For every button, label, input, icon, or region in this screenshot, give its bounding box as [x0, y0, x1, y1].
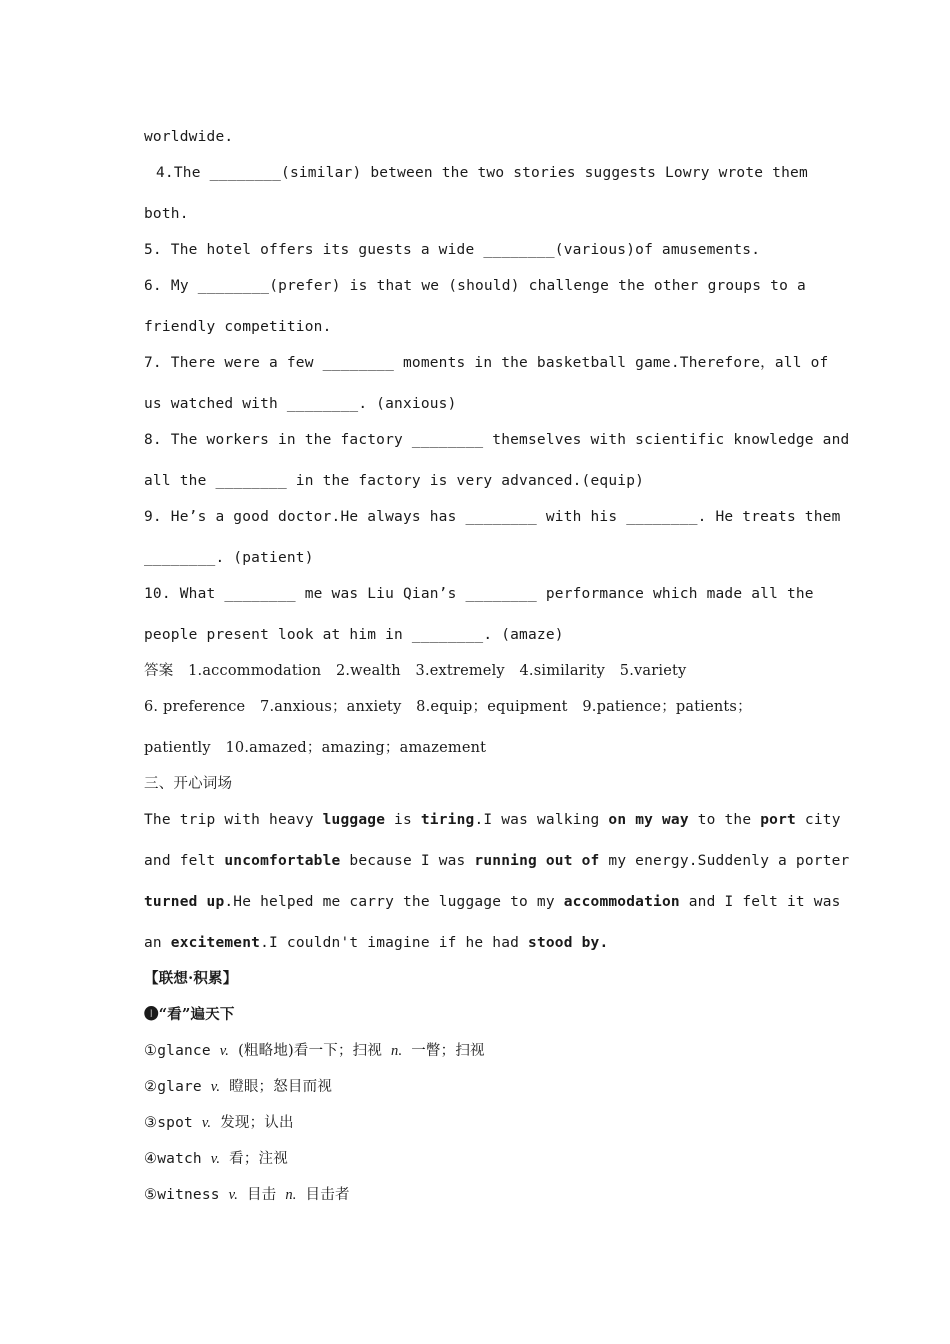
exercise-6: 6. My ________(prefer) is that we (should) challenge the other groups to a — [144, 278, 806, 294]
vocab-subheading: ❶“看”遍天下 — [144, 1006, 235, 1023]
story-line: an excitement.I couldn't imagine if he had stood by. — [144, 935, 609, 951]
answer-line: 答案 1.accommodation 2.wealth 3.extremely 4.similarity 5.variety — [144, 663, 687, 679]
text-line: worldwide. — [144, 129, 234, 145]
text-line: all the ________ in the factory is very advanced.(equip) — [144, 473, 645, 489]
text-line: people present look at him in ________. (amaze) — [144, 627, 564, 643]
section-heading: 三、开心词场 — [144, 776, 233, 792]
keyword: turned up — [144, 894, 225, 910]
text-line: us watched with ________. (anxious) — [144, 396, 457, 412]
keyword: uncomfortable — [224, 853, 341, 869]
exercise-8: 8. The workers in the factory ________ themselves with scientific knowledge and — [144, 432, 850, 448]
answer-line: 6. preference 7.anxious；anxiety 8.equip；equipment 9.patience；patients； — [144, 699, 752, 715]
vocab-item: ②glare v. 瞪眼；怒目而视 — [144, 1079, 333, 1095]
answer-line: patiently 10.amazed；amazing；amazement — [144, 740, 487, 756]
keyword: stood by. — [528, 935, 609, 951]
keyword: luggage — [322, 812, 386, 828]
text-line: ________. (patient) — [144, 550, 314, 566]
story-line: turned up.He helped me carry the luggage to my accommodation and I felt it was — [144, 894, 841, 910]
exercise-9: 9. He’s a good doctor.He always has ________ with his ________. He treats them — [144, 509, 841, 525]
story-line: and felt uncomfortable because I was running out of my energy.Suddenly a porter — [144, 853, 850, 869]
vocab-heading: 【联想·积累】 — [144, 970, 238, 987]
exercise-4: 4.The ________(similar) between the two stories suggests Lowry wrote them — [156, 165, 808, 181]
keyword: on my way — [608, 812, 689, 828]
text-line: friendly competition. — [144, 319, 332, 335]
story-line: The trip with heavy luggage is tiring.I was walking on my way to the port city — [144, 812, 841, 828]
exercise-5: 5. The hotel offers its guests a wide ________(various)of amusements. — [144, 242, 761, 258]
keyword: port — [760, 812, 796, 828]
vocab-item: ③spot v. 发现；认出 — [144, 1115, 294, 1131]
vocab-item: ⑤witness v. 目击 n. 目击者 — [144, 1187, 350, 1203]
exercise-10: 10. What ________ me was Liu Qian’s ________ performance which made all the — [144, 586, 814, 602]
keyword: tiring — [420, 812, 475, 828]
keyword: accommodation — [563, 894, 680, 910]
vocab-item: ①glance v. (粗略地)看一下；扫视 n. 一瞥；扫视 — [144, 1043, 485, 1059]
keyword: excitement — [170, 935, 261, 951]
vocab-item: ④watch v. 看；注视 — [144, 1151, 288, 1167]
keyword: running out of — [474, 853, 600, 869]
exercise-7: 7. There were a few ________ moments in the basketball game.Therefore，all of — [144, 355, 829, 371]
text-line: both. — [144, 206, 189, 222]
